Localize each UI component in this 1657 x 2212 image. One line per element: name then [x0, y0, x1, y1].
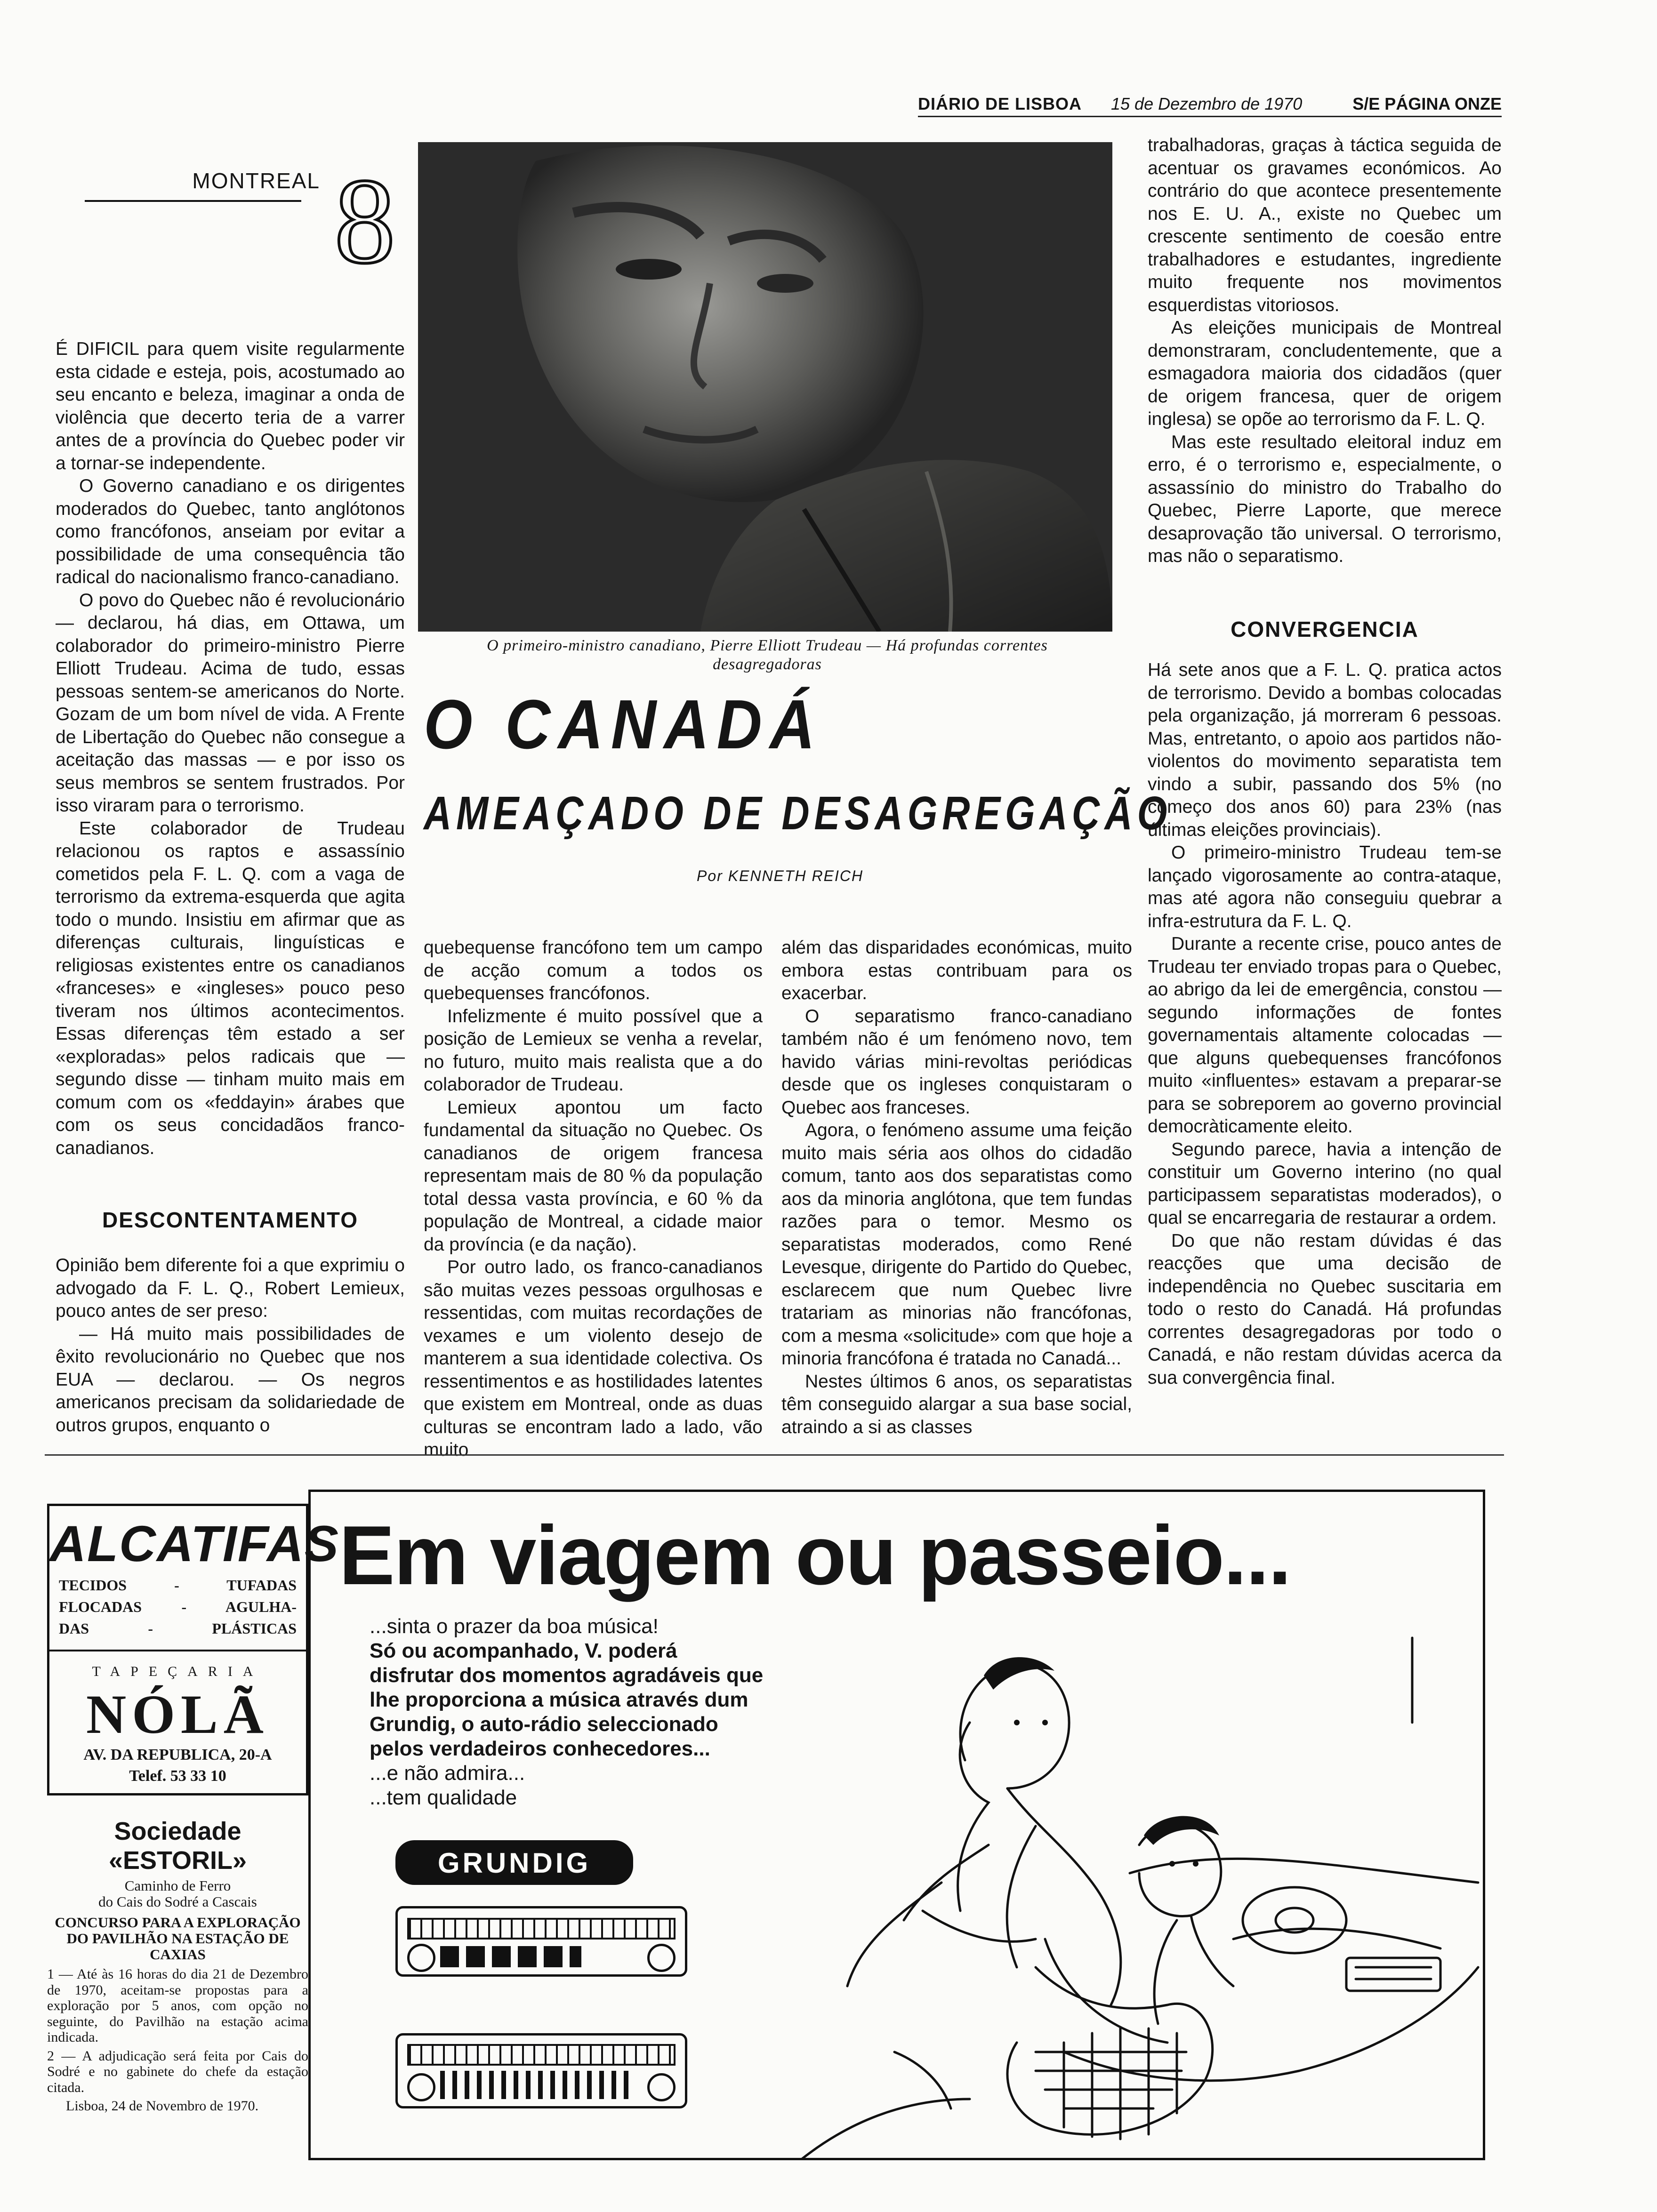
ad-alcatifas-shop-label: TAPEÇARIA	[92, 1664, 264, 1679]
masthead-paper: DIÁRIO DE LISBOA	[918, 94, 1082, 113]
paragraph: além das disparidades económicas, muito embora estas contribuam para os exacerbar.	[781, 938, 1132, 1003]
ad-grundig-line: disfrutar dos momentos agradáveis que	[370, 1664, 764, 1687]
ad-grundig-line: pelos verdadeiros conhecedores...	[370, 1737, 710, 1760]
ad-grundig-line: ...sinta o prazer da boa música!	[370, 1615, 659, 1638]
grundig-brand: GRUNDIG	[437, 1847, 591, 1879]
paragraph: Por outro lado, os franco-canadianos são muitas vezes pessoas orgulhosas e ressentidas, com muitas recordações de vexames e um violento desejo de manterem a sua identidade colectiva. Os ressentimentos e as hostilidades latentes que existem em Montreal, onde as duas culturas se encontram lado a lado, vão muito	[424, 1257, 763, 1460]
paragraph: Nestes últimos 6 anos, os separatistas têm conseguido alargar a sua base social, atraindo a si as classes	[781, 1371, 1132, 1437]
headline-title: O CANADÁ	[424, 686, 823, 763]
section-emblem-icon: 8	[334, 153, 395, 289]
paragraph: O primeiro-ministro Trudeau tem-se lançado vigorosamente ao contra-ataque, mas até agora não conseguiu quebrar a infra-estrutura da F. L. Q.	[1148, 842, 1502, 931]
article-column-3	[781, 937, 1132, 1439]
paragraph: — Há muito mais possibilidades de êxito revolucionário no Quebec que nos EUA — declarou. — Os negros americanos precisam da solidariedade de outros grupos, enquanto o	[56, 1323, 405, 1435]
section-label: MONTREAL	[192, 168, 320, 193]
paragraph: Este colaborador de Trudeau relacionou os raptos e assassínio cometidos pela F. L. Q. com a vaga de terrorismo da extrema-esquerda que agita todo o mundo. Insistiu em afirmar que as diferenças culturais, linguísticas e religiosas existentes entre os canadianos «franceses» e «ingleses» pouco peso tiveram nos últimos acontecimentos. Essas diferenças têm estado a ser «exploradas» pelos radicais que — segundo disse — tinham muito mais em comum com os «feddayin» árabes que com os seus concidadãos franco-canadianos.	[56, 818, 405, 1158]
ad-alcatifas-address: AV. DA REPUBLICA, 20-A	[83, 1746, 272, 1763]
article-column-1-continued	[56, 1254, 405, 1437]
article-column-4-continued	[1148, 659, 1502, 1389]
ad-grundig-line: lhe proporciona a música através dum	[370, 1688, 748, 1711]
ad-estoril	[47, 1817, 308, 2156]
paragraph: Durante a recente crise, pouco antes de Trudeau ter enviado tropas para o Quebec, ao abrigo da lei de emergência, constou — segundo informações de fontes governamentais altamente colocadas — que alguns quebequenses francófonos muito «influentes» estavam a preparar-se para se sobreporem ao governo provincial democràticamente eleito.	[1148, 934, 1502, 1137]
paragraph: O povo do Quebec não é revolucionário — declarou, há dias, em Ottawa, um colaborador do primeiro-ministro Pierre Elliott Trudeau. Acima de tudo, essas pessoas sentem-se americanos do Norte. Gozam de um bom nível de vida. A Frente de Libertação do Quebec não consegue a aceitação das massas — e por isso os seus membros se sentem frustrados. Por isso viraram para o terrorismo.	[56, 590, 405, 816]
ad-estoril-title1: Sociedade	[114, 1817, 241, 1845]
ad-alcatifas	[47, 1504, 339, 1795]
paragraph: Mas este resultado eleitoral induz em erro, é o terrorismo e, especialmente, o assassínio do ministro do Trabalho do Quebec, Pierre Laporte, que merece desaprovação tão universal. O terrorismo, mas não o separatismo.	[1148, 432, 1502, 566]
article-column-1	[56, 338, 405, 1160]
ads-separator	[45, 1454, 1504, 1456]
ad-estoril-date: Lisboa, 24 de Novembro de 1970.	[66, 2098, 259, 2114]
couple-in-car-illustration-icon	[706, 1581, 1483, 2160]
article-column-2	[424, 937, 763, 1462]
car-radio-icon	[395, 1906, 687, 1977]
ad-alcatifas-divider	[49, 1650, 306, 1651]
paragraph: É DIFICIL para quem visite regularmente esta cidade e esteja, pois, acostumado ao seu encanto e beleza, imaginar a onda de violência que decerto teria de a varrer antes de a província do Quebec poder vir a tornar-se independente.	[56, 339, 405, 473]
byline: Por KENNETH REICH	[697, 867, 864, 884]
masthead-rule	[918, 116, 1502, 117]
paragraph: quebequense francófono tem um campo de acção comum a todos os quebequenses francófonos.	[424, 938, 763, 1003]
ad-grundig-line: ...tem qualidade	[370, 1786, 517, 1809]
paragraph: Opinião bem diferente foi a que exprimiu o advogado da F. L. Q., Robert Lemieux, pouco antes de ser preso:	[56, 1255, 405, 1321]
article-column-4	[1148, 134, 1502, 568]
paragraph: O separatismo franco-canadiano também não é um fenómeno novo, tem havido várias mini-revoltas periódicas desde que os ingleses conquistaram o Quebec aos franceses.	[781, 1006, 1132, 1118]
ad-alcatifas-line2: FLOCADAS - AGULHA-	[59, 1598, 297, 1615]
ad-grundig-line: Só ou acompanhado, V. poderá	[370, 1639, 677, 1662]
ad-alcatifas-title: ALCATIFAS	[49, 1515, 339, 1572]
paragraph: Lemieux apontou um facto fundamental da situação no Quebec. Os canadianos de origem francesa representam mais de 80 % da população total dessa vasta província, e 60 % da população de Montreal, a cidade maior da província (e da nação).	[424, 1097, 763, 1255]
ad-alcatifas-shop-name: NÓLÃ	[86, 1683, 269, 1745]
ad-estoril-item2: 2 — A adjudicação será feita por Cais do Sodré e no gabinete do chefe da estação citada.	[47, 2048, 308, 2095]
masthead-date: 15 de Dezembro de 1970	[1111, 94, 1303, 113]
paragraph: O Governo canadiano e os dirigentes moderados do Quebec, tanto anglótonos como francófonos, anseiam por evitar a possibilidade de uma consequência tão radical do nacionalismo franco-canadiano.	[56, 476, 405, 587]
ad-estoril-heading: CONCURSO PARA A EXPLORAÇÃO DO PAVILHÃO NA ESTAÇÃO DE CAXIAS	[55, 1914, 301, 1963]
portrait-icon	[418, 142, 1112, 632]
headline-subtitle: AMEAÇADO DE DESAGREGAÇÃO	[424, 787, 1172, 840]
ad-estoril-sub2: do Cais do Sodré a Cascais	[98, 1893, 257, 1910]
ad-alcatifas-line1: TECIDOS - TUFADAS	[59, 1577, 297, 1594]
paragraph: Há sete anos que a F. L. Q. pratica actos de terrorismo. Devido a bombas colocadas pela organização, já morreram 6 pessoas. Mas, entretanto, o apoio aos partidos não-violentos do movimento separatista tem vindo a subir, passando dos 5% (no começo dos anos 60) para 23% (nas últimas eleições provinciais).	[1148, 660, 1502, 840]
paragraph: Do que não restam dúvidas é das reacções que uma decisão de independência no Quebec suscitaria em todo o resto do Canadá. Há profundas correntes desagregadoras por todo o Canadá, e não restam dúvidas acerca da sua convergência final.	[1148, 1230, 1502, 1388]
ad-estoril-title2: «ESTORIL»	[108, 1846, 247, 1875]
section-rule	[85, 200, 301, 202]
trudeau-photo	[418, 142, 1112, 632]
paragraph: trabalhadoras, graças à táctica seguida de acentuar os gravames económicos. Ao contrário do que acontece presentemente nos E. U. A., existe no Quebec um crescente sentimento de coesão entre trabalhadores e estudantes, ingrediente muito frequente nos movimentos esquerdistas vitoriosos.	[1148, 135, 1502, 315]
subhead-convergencia: CONVERGENCIA	[1231, 617, 1419, 641]
subhead-descontentamento: DESCONTENTAMENTO	[102, 1208, 358, 1232]
paragraph: Agora, o fenómeno assume uma feição muito mais séria aos olhos do cidadão comum, tanto aos dos separatistas como aos da minoria anglótona, que tem fundas razões para o temor. Mesmo os separatistas moderados, como René Levesque, dirigente do Partido do Quebec, esclarecem que num Quebec livre tratariam as minorias não francófonas, com a mesma «solicitude» com que hoje a minoria francófona é tratada no Canadá...	[781, 1120, 1132, 1369]
ad-grundig-headline: Em viagem ou passeio...	[339, 1508, 1291, 1602]
ad-estoril-item1: 1 — Até às 16 horas do dia 21 de Dezembro de 1970, aceitam-se propostas para a exploração por 5 anos, com opção no seguinte, do Pavilhão na estação acima indicada.	[47, 1966, 308, 2045]
section-header	[85, 153, 405, 289]
masthead	[918, 94, 1502, 118]
ad-alcatifas-phone: Telef. 53 33 10	[129, 1767, 226, 1785]
ad-grundig	[308, 1490, 1485, 2160]
ad-grundig-line: ...e não admira...	[370, 1762, 525, 1785]
paragraph: Segundo parece, havia a intenção de constituir um Governo interino (no qual participassem separatistas moderados), o qual se encarregaria de restaurar a ordem.	[1148, 1139, 1502, 1228]
car-radio-icon	[395, 2033, 687, 2108]
paragraph: As eleições municipais de Montreal demonstraram, concludentemente, que a esmagadora maioria dos cidadãos (quer de origem francesa, quer de origem inglesa) se opõe ao terrorismo da F. L. Q.	[1148, 318, 1502, 429]
photo-caption: O primeiro-ministro canadiano, Pierre Elliott Trudeau — Há profundas correntes desagregadoras	[487, 637, 1048, 673]
ad-grundig-line: Grundig, o auto-rádio seleccionado	[370, 1713, 718, 1736]
paragraph: Infelizmente é muito possível que a posição de Lemieux se venha a revelar, no futuro, muito mais realista que a do colaborador de Trudeau.	[424, 1006, 763, 1095]
grundig-logo	[395, 1840, 633, 1885]
masthead-page: S/E PÁGINA ONZE	[1352, 94, 1502, 113]
ad-estoril-sub1: Caminho de Ferro	[124, 1877, 231, 1894]
ad-alcatifas-line3: DAS - PLÁSTICAS	[59, 1620, 297, 1637]
